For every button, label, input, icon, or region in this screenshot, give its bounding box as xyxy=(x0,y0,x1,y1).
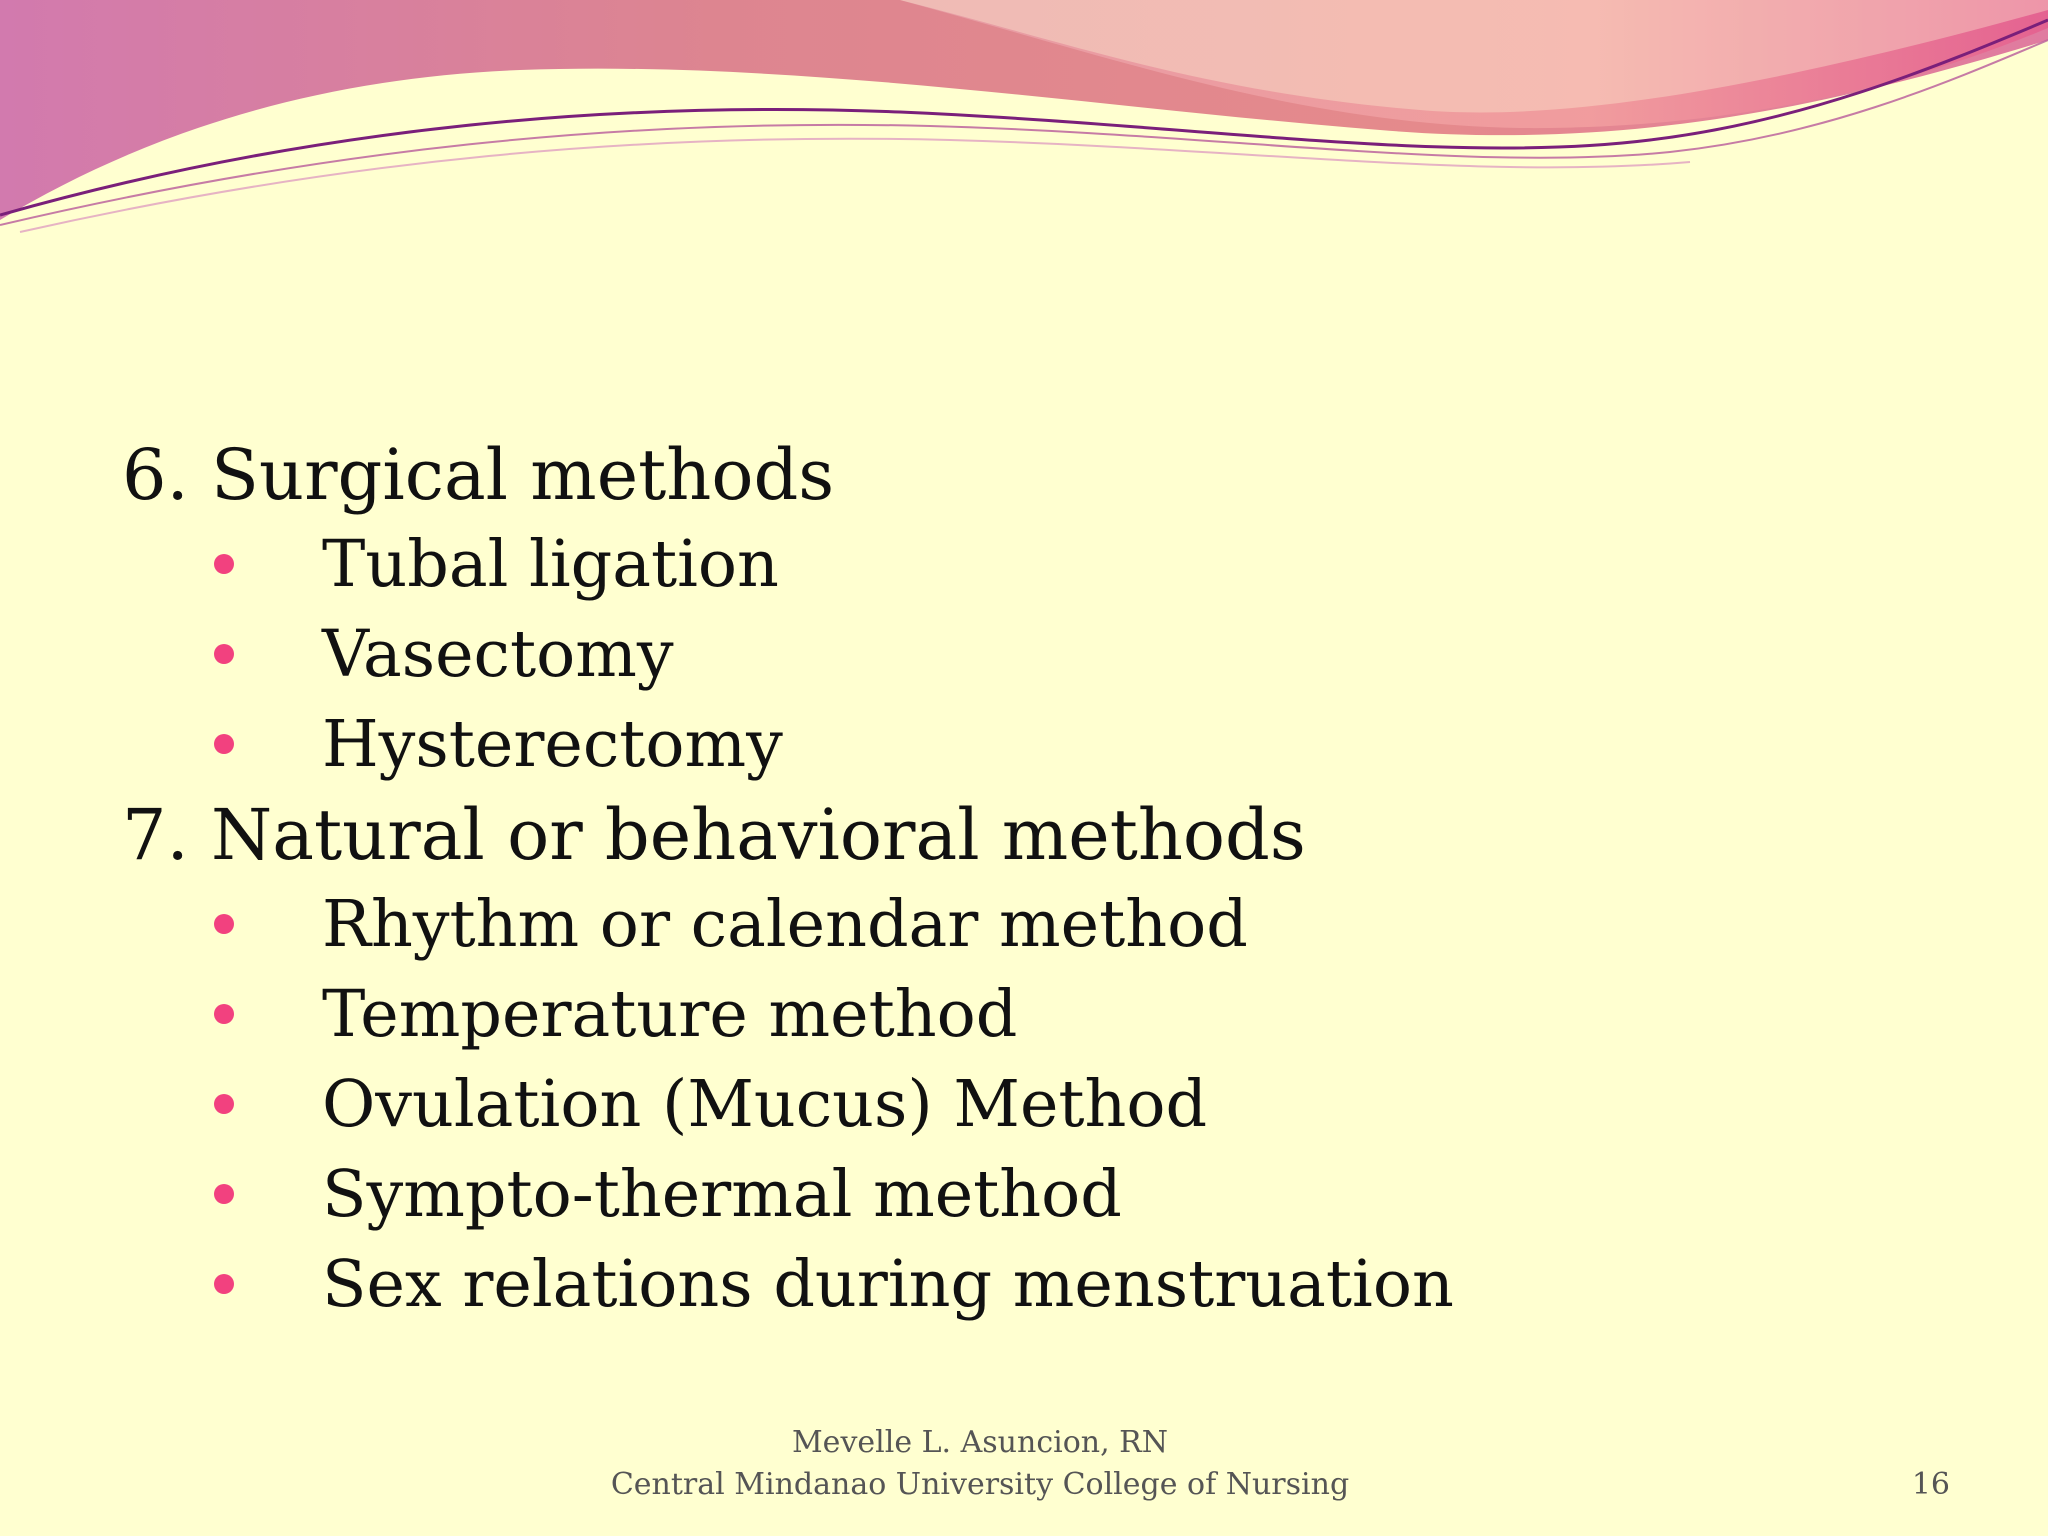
slide-content xyxy=(122,430,1922,1330)
footer-institution: Central Mindanao University College of Nursing xyxy=(610,1467,1350,1502)
list-item xyxy=(122,520,1922,610)
bullet-dot-icon xyxy=(214,1184,234,1204)
bullet-list xyxy=(122,520,1922,790)
list-item-label: Hysterectomy xyxy=(322,707,783,782)
list-item-label: Sex relations during menstruation xyxy=(322,1247,1454,1322)
bullet-dot-icon xyxy=(214,734,234,754)
page-number: 16 xyxy=(1911,1467,1950,1502)
list-item xyxy=(122,1240,1922,1330)
list-item xyxy=(122,700,1922,790)
bullet-dot-icon xyxy=(214,1274,234,1294)
list-item xyxy=(122,1060,1922,1150)
section-heading: 7. Natural or behavioral methods xyxy=(122,794,1306,876)
footer-author: Mevelle L. Asuncion, RN xyxy=(791,1425,1169,1460)
list-item-label: Rhythm or calendar method xyxy=(322,887,1248,962)
list-item xyxy=(122,970,1922,1060)
bullet-dot-icon xyxy=(214,1094,234,1114)
bullet-list xyxy=(122,880,1922,1330)
list-item-label: Sympto-thermal method xyxy=(322,1157,1122,1232)
bullet-dot-icon xyxy=(214,554,234,574)
decorative-wave-header xyxy=(0,0,2048,260)
bullet-dot-icon xyxy=(214,1004,234,1024)
list-item-label: Vasectomy xyxy=(322,617,674,692)
slide-footer xyxy=(580,1422,1380,1506)
list-item-label: Ovulation (Mucus) Method xyxy=(322,1067,1208,1142)
bullet-dot-icon xyxy=(214,914,234,934)
section-heading: 6. Surgical methods xyxy=(122,434,835,516)
list-item xyxy=(122,1150,1922,1240)
list-item-label: Temperature method xyxy=(322,977,1018,1052)
list-item xyxy=(122,610,1922,700)
section-surgical-methods xyxy=(122,430,1922,790)
section-natural-methods xyxy=(122,790,1922,1330)
list-item xyxy=(122,880,1922,970)
list-item-label: Tubal ligation xyxy=(322,527,779,602)
bullet-dot-icon xyxy=(214,644,234,664)
